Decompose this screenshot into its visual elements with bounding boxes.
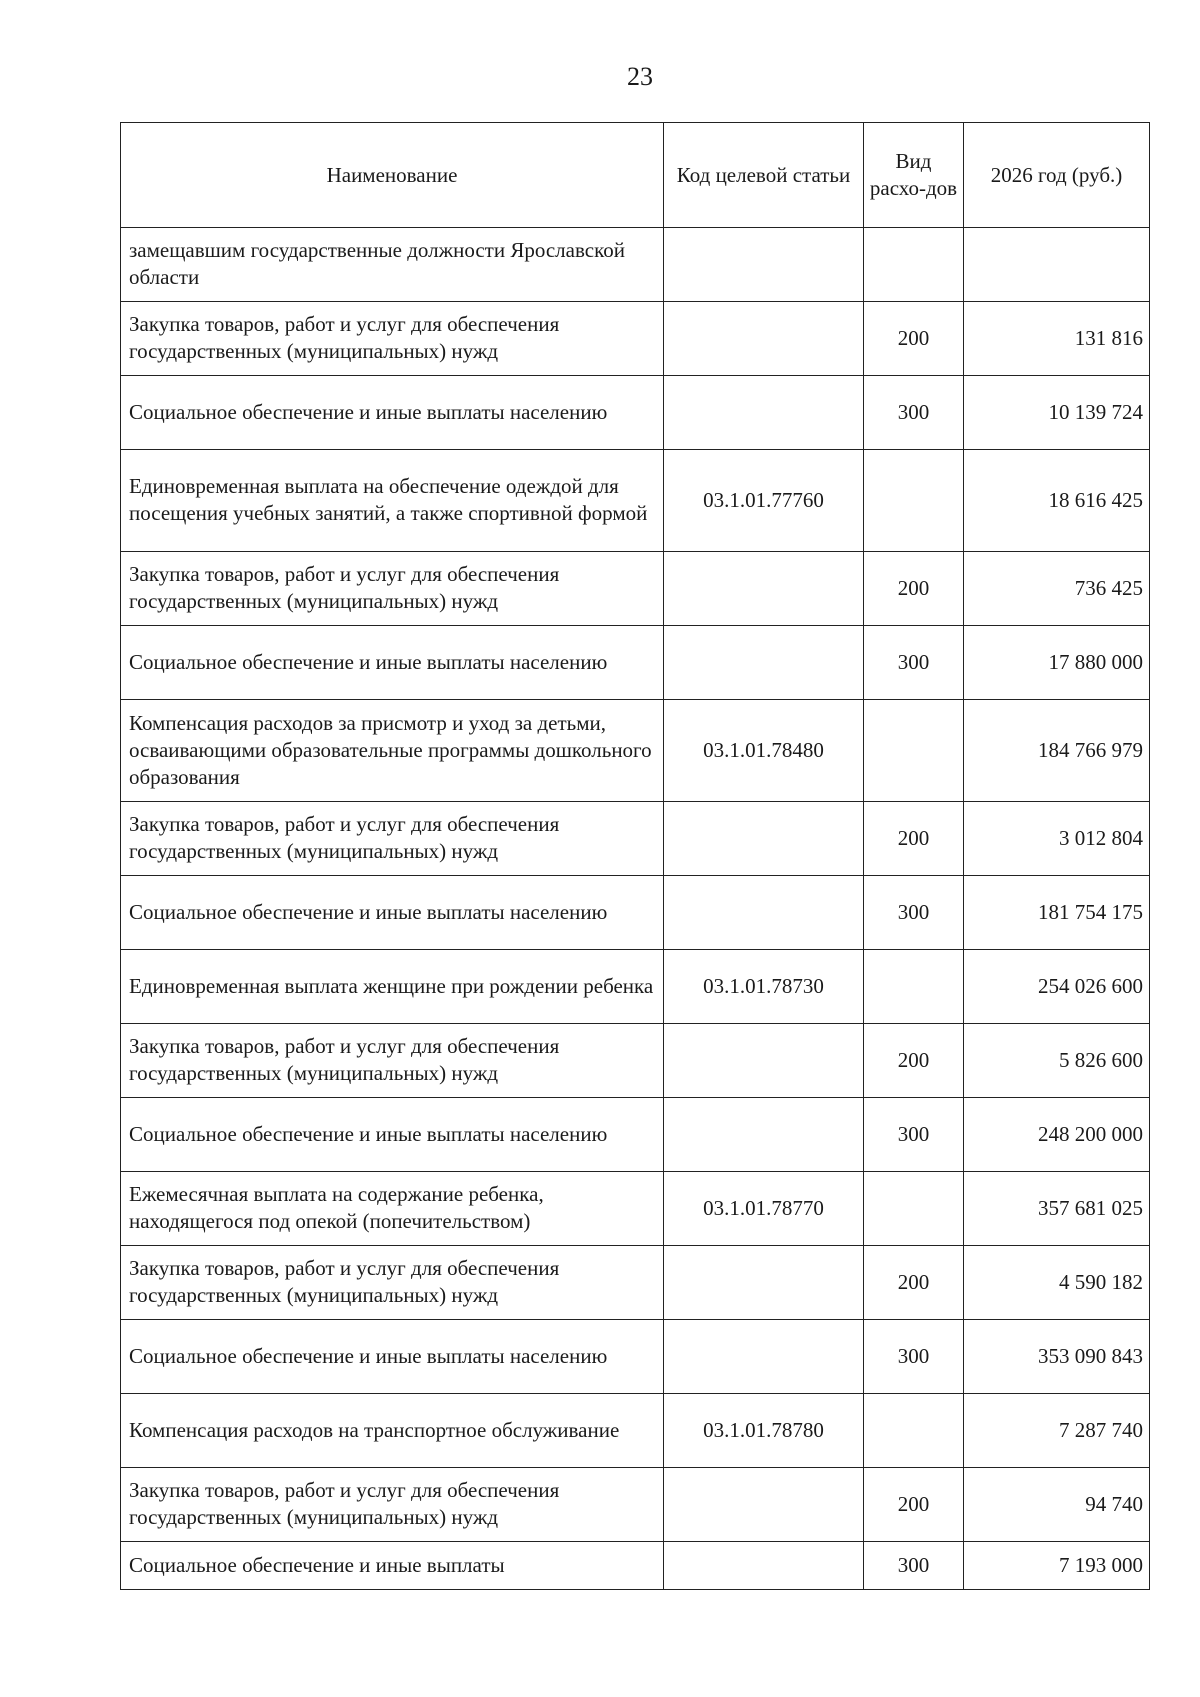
- row-name: Закупка товаров, работ и услуг для обеспечения государственных (муниципальных) нужд: [121, 1024, 664, 1098]
- header-code: Код целевой статьи: [664, 123, 864, 228]
- row-code: [664, 302, 864, 376]
- budget-table: [120, 122, 1150, 1590]
- row-code: [664, 1024, 864, 1098]
- table-row: [121, 1468, 1150, 1542]
- row-code: 03.1.01.78730: [664, 950, 864, 1024]
- row-amount: 736 425: [964, 552, 1150, 626]
- table-row: [121, 950, 1150, 1024]
- row-amount: 18 616 425: [964, 450, 1150, 552]
- row-type: 200: [864, 1468, 964, 1542]
- row-code: 03.1.01.78780: [664, 1394, 864, 1468]
- table-row: [121, 700, 1150, 802]
- row-type: 300: [864, 1320, 964, 1394]
- row-amount: 7 193 000: [964, 1542, 1150, 1590]
- row-code: [664, 1468, 864, 1542]
- row-code: [664, 626, 864, 700]
- table-row: [121, 1246, 1150, 1320]
- table-row: [121, 1024, 1150, 1098]
- row-code: [664, 552, 864, 626]
- row-name: Закупка товаров, работ и услуг для обеспечения государственных (муниципальных) нужд: [121, 1246, 664, 1320]
- table-row: [121, 450, 1150, 552]
- row-type: 300: [864, 876, 964, 950]
- row-name: замещавшим государственные должности Ярославской области: [121, 228, 664, 302]
- row-amount: 17 880 000: [964, 626, 1150, 700]
- table-row: [121, 302, 1150, 376]
- row-amount: 254 026 600: [964, 950, 1150, 1024]
- row-name: Ежемесячная выплата на содержание ребенка, находящегося под опекой (попечительством): [121, 1172, 664, 1246]
- row-name: Единовременная выплата на обеспечение одеждой для посещения учебных занятий, а также спортивной формой: [121, 450, 664, 552]
- row-name: Закупка товаров, работ и услуг для обеспечения государственных (муниципальных) нужд: [121, 1468, 664, 1542]
- row-type: 200: [864, 802, 964, 876]
- row-name: Компенсация расходов на транспортное обслуживание: [121, 1394, 664, 1468]
- row-type: 300: [864, 1098, 964, 1172]
- row-amount: 248 200 000: [964, 1098, 1150, 1172]
- row-type: [864, 950, 964, 1024]
- row-type: 200: [864, 552, 964, 626]
- row-name: Социальное обеспечение и иные выплаты населению: [121, 376, 664, 450]
- row-code: [664, 228, 864, 302]
- header-type: Вид расхо-дов: [864, 123, 964, 228]
- row-type: 200: [864, 1246, 964, 1320]
- row-type: [864, 450, 964, 552]
- row-name: Закупка товаров, работ и услуг для обеспечения государственных (муниципальных) нужд: [121, 302, 664, 376]
- row-name: Социальное обеспечение и иные выплаты населению: [121, 1098, 664, 1172]
- table-row: [121, 1172, 1150, 1246]
- row-code: 03.1.01.78770: [664, 1172, 864, 1246]
- row-type: 200: [864, 1024, 964, 1098]
- row-type: [864, 700, 964, 802]
- row-name: Социальное обеспечение и иные выплаты населению: [121, 626, 664, 700]
- row-type: 300: [864, 626, 964, 700]
- table-row: [121, 1098, 1150, 1172]
- row-type: [864, 228, 964, 302]
- table-row: [121, 552, 1150, 626]
- row-amount: 3 012 804: [964, 802, 1150, 876]
- row-type: [864, 1172, 964, 1246]
- row-amount: 184 766 979: [964, 700, 1150, 802]
- row-name: Закупка товаров, работ и услуг для обеспечения государственных (муниципальных) нужд: [121, 552, 664, 626]
- row-name: Компенсация расходов за присмотр и уход за детьми, осваивающими образовательные программы дошкольного образования: [121, 700, 664, 802]
- row-amount: 353 090 843: [964, 1320, 1150, 1394]
- row-amount: 181 754 175: [964, 876, 1150, 950]
- row-amount: 131 816: [964, 302, 1150, 376]
- table-row: [121, 802, 1150, 876]
- row-code: [664, 376, 864, 450]
- row-amount: 7 287 740: [964, 1394, 1150, 1468]
- row-code: [664, 876, 864, 950]
- page-number: 23: [627, 62, 653, 91]
- row-amount: 5 826 600: [964, 1024, 1150, 1098]
- row-amount: 94 740: [964, 1468, 1150, 1542]
- row-name: Социальное обеспечение и иные выплаты: [121, 1542, 664, 1590]
- row-amount: 357 681 025: [964, 1172, 1150, 1246]
- row-code: [664, 1542, 864, 1590]
- row-code: [664, 1098, 864, 1172]
- row-type: 300: [864, 1542, 964, 1590]
- row-name: Социальное обеспечение и иные выплаты населению: [121, 876, 664, 950]
- table-header-row: [121, 123, 1150, 228]
- row-type: 200: [864, 302, 964, 376]
- table-row: [121, 1394, 1150, 1468]
- row-code: 03.1.01.77760: [664, 450, 864, 552]
- table-row: [121, 876, 1150, 950]
- row-amount: 10 139 724: [964, 376, 1150, 450]
- table-row: [121, 626, 1150, 700]
- row-code: [664, 1320, 864, 1394]
- table-row: [121, 228, 1150, 302]
- row-name: Единовременная выплата женщине при рождении ребенка: [121, 950, 664, 1024]
- row-code: [664, 1246, 864, 1320]
- row-name: Закупка товаров, работ и услуг для обеспечения государственных (муниципальных) нужд: [121, 802, 664, 876]
- table-row: [121, 1320, 1150, 1394]
- row-code: 03.1.01.78480: [664, 700, 864, 802]
- row-type: [864, 1394, 964, 1468]
- header-amount: 2026 год (руб.): [964, 123, 1150, 228]
- row-amount: [964, 228, 1150, 302]
- table-row: [121, 1542, 1150, 1590]
- row-name: Социальное обеспечение и иные выплаты населению: [121, 1320, 664, 1394]
- row-code: [664, 802, 864, 876]
- row-type: 300: [864, 376, 964, 450]
- row-amount: 4 590 182: [964, 1246, 1150, 1320]
- header-name: Наименование: [121, 123, 664, 228]
- table-row: [121, 376, 1150, 450]
